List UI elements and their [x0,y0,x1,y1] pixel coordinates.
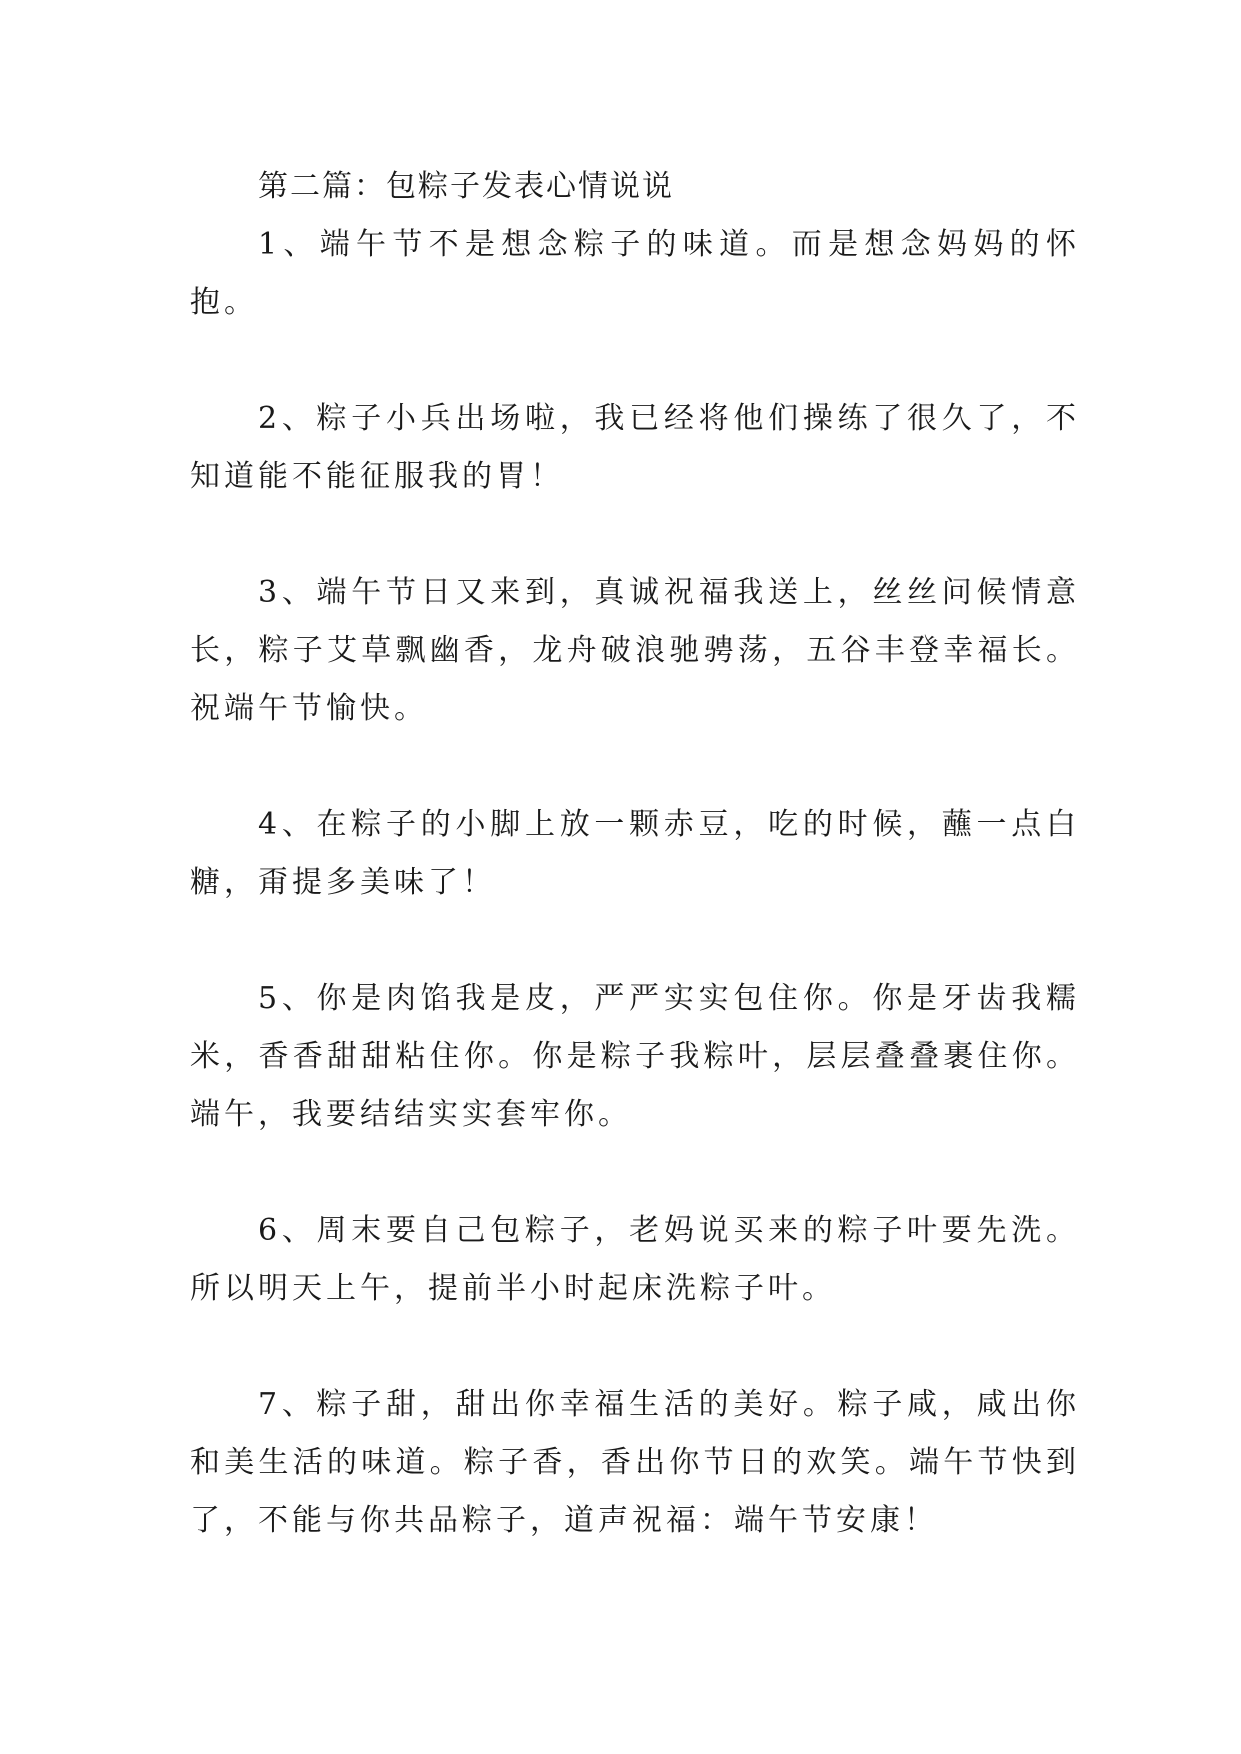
document-title: 第二篇：包粽子发表心情说说 [258,169,674,204]
document-body [190,158,1080,1608]
paragraph-1: 1、端午节不是想念粽子的味道。而是想念妈妈的怀抱。 [190,227,1080,320]
paragraph-4: 4、在粽子的小脚上放一颗赤豆，吃的时候，蘸一点白糖，甭提多美味了！ [190,807,1080,900]
paragraph-3: 3、端午节日又来到，真诚祝福我送上，丝丝问候情意长，粽子艾草飘幽香，龙舟破浪驰骋荡，五谷丰登幸福长。祝端午节愉快。 [190,575,1080,726]
paragraph-6: 6、周末要自己包粽子，老妈说买来的粽子叶要先洗。所以明天上午，提前半小时起床洗粽子叶。 [190,1213,1080,1306]
paragraph-2: 2、粽子小兵出场啦，我已经将他们操练了很久了，不知道能不能征服我的胃！ [190,401,1080,494]
paragraph-7: 7、粽子甜，甜出你幸福生活的美好。粽子咸，咸出你和美生活的味道。粽子香，香出你节日的欢笑。端午节快到了，不能与你共品粽子，道声祝福：端午节安康！ [190,1387,1080,1538]
paragraph-5: 5、你是肉馅我是皮，严严实实包住你。你是牙齿我糯米，香香甜甜粘住你。你是粽子我粽叶，层层叠叠裹住你。端午，我要结结实实套牢你。 [190,981,1080,1132]
